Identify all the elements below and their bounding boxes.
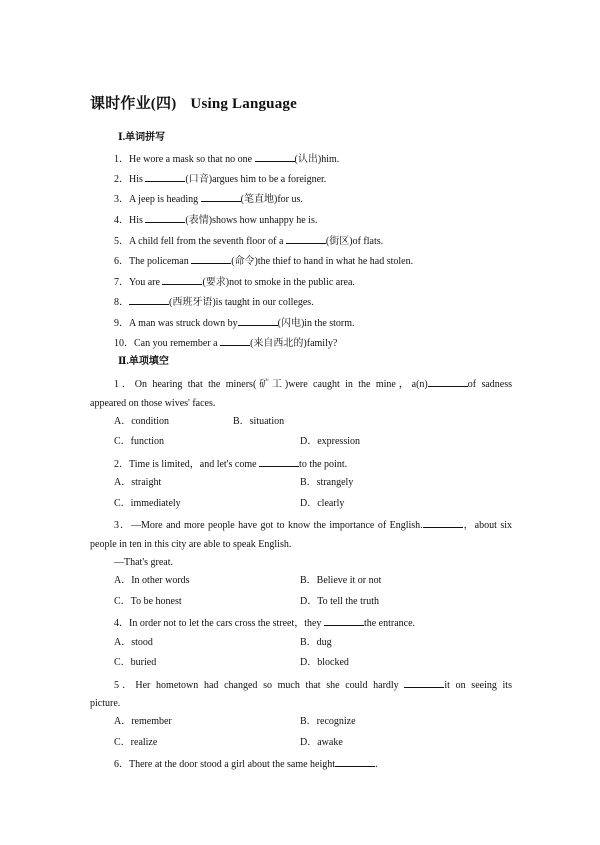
title-english: Using Language: [190, 96, 297, 112]
option-c[interactable]: C．realize: [114, 737, 158, 748]
option-c[interactable]: C．function: [114, 436, 164, 447]
choice-question-3: 3．—More and more people have got to know the importance of English. ，about six: [114, 520, 512, 531]
choice-question-1: 1．On hearing that the miners(矿工)were caught in the mine，a(n) of sadness: [114, 379, 512, 390]
spelling-question-7: 7．You are (要求)not to smoke in the public area.: [114, 277, 355, 288]
spelling-question-3: 3．A jeep is heading (笔直地)for us.: [114, 194, 303, 205]
option-d[interactable]: D．expression: [300, 436, 360, 447]
answer-blank[interactable]: [286, 234, 326, 244]
answer-blank[interactable]: [259, 457, 299, 467]
spelling-question-10: 10．Can you remember a (来自西北的)family?: [114, 338, 338, 349]
answer-blank[interactable]: [145, 213, 185, 223]
answer-blank[interactable]: [220, 336, 250, 346]
choice-question-2: 2．Time is limited，and let's come to the point.: [114, 459, 348, 470]
choice-question-4: 4．In order not to let the cars cross the street，they the entrance.: [114, 618, 416, 629]
option-b[interactable]: B．recognize: [300, 716, 356, 727]
spelling-question-9: 9．A man was struck down by (闪电)in the storm.: [114, 318, 355, 329]
answer-blank[interactable]: [191, 254, 231, 264]
dialogue-reply: —That's great.: [114, 557, 174, 568]
choice-question-5: 5．Her hometown had changed so much that she could hardly it on seeing its: [114, 680, 512, 691]
spelling-question-4: 4．His (表情)shows how unhappy he is.: [114, 215, 318, 226]
option-d[interactable]: D．blocked: [300, 657, 349, 668]
answer-blank[interactable]: [238, 316, 278, 326]
option-c[interactable]: C．immediately: [114, 498, 181, 509]
spelling-question-1: 1．He wore a mask so that no one (认出)him.: [114, 154, 340, 165]
answer-blank[interactable]: [145, 172, 185, 182]
spelling-question-5: 5．A child fell from the seventh floor of a (街区)of flats.: [114, 236, 384, 247]
option-d[interactable]: D．clearly: [300, 498, 345, 509]
option-b[interactable]: B．Believe it or not: [300, 575, 382, 586]
answer-blank[interactable]: [201, 192, 241, 202]
option-c[interactable]: C．buried: [114, 657, 157, 668]
option-a[interactable]: A．remember: [114, 716, 172, 727]
option-c[interactable]: C．To be honest: [114, 596, 182, 607]
answer-blank[interactable]: [335, 757, 375, 767]
choice-question-3-cont: people in ten in this city are able to speak English.: [90, 539, 292, 550]
title-chinese: 课时作业(四): [90, 96, 177, 112]
answer-blank[interactable]: [428, 377, 468, 387]
option-b[interactable]: B．dug: [300, 637, 332, 648]
choice-question-1-cont: appeared on those wives' faces.: [90, 398, 216, 409]
spelling-question-2: 2．His (口音)argues him to be a foreigner.: [114, 174, 327, 185]
spelling-question-8: 8． (西班牙语)is taught in our colleges.: [114, 297, 314, 308]
option-d[interactable]: D．awake: [300, 737, 343, 748]
answer-blank[interactable]: [162, 275, 202, 285]
answer-blank[interactable]: [404, 678, 444, 688]
option-a[interactable]: A．stood: [114, 637, 153, 648]
option-a[interactable]: A．condition: [114, 416, 169, 427]
section-heading-2: Ⅱ.单项填空: [118, 356, 169, 367]
spelling-question-6: 6．The policeman (命令)the thief to hand in what he had stolen.: [114, 256, 414, 267]
choice-question-5-cont: picture.: [90, 698, 121, 709]
answer-blank[interactable]: [423, 518, 463, 528]
option-b[interactable]: B．situation: [233, 416, 285, 427]
option-a[interactable]: A．straight: [114, 477, 162, 488]
answer-blank[interactable]: [255, 152, 295, 162]
page-title: [90, 92, 297, 113]
option-d[interactable]: D．To tell the truth: [300, 596, 380, 607]
option-a[interactable]: A．In other words: [114, 575, 190, 586]
choice-question-6: 6．There at the door stood a girl about the same height .: [114, 759, 378, 770]
section-heading-1: Ⅰ.单词拼写: [118, 132, 166, 143]
answer-blank[interactable]: [324, 616, 364, 626]
option-b[interactable]: B．strangely: [300, 477, 354, 488]
answer-blank[interactable]: [129, 295, 169, 305]
